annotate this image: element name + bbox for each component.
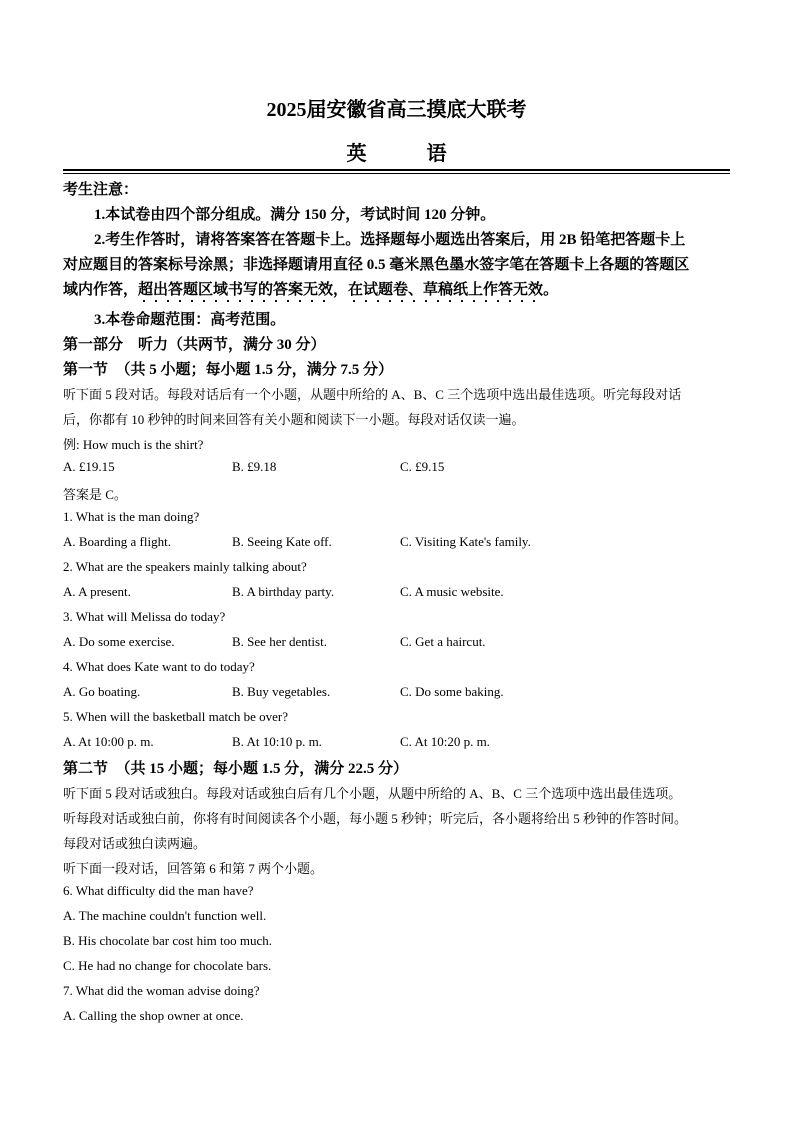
question-6: 6. What difficulty did the man have? <box>63 883 254 898</box>
question-7: 7. What did the woman advise doing? <box>63 983 260 998</box>
notice-item-1: 1.本试卷由四个部分组成。满分 150 分，考试时间 120 分钟。 <box>94 207 496 223</box>
question-5: 5. When will the basketball match be over? <box>63 709 289 724</box>
option-b: B. Seeing Kate off. <box>232 534 332 549</box>
question-3: 3. What will Melissa do today? <box>63 609 226 624</box>
option-a: A. At 10:00 p. m. <box>63 734 154 749</box>
header-rule-thin <box>63 173 730 174</box>
question-1: 1. What is the man doing? <box>63 509 200 524</box>
notice-item-2-line-2: 对应题目的答案标号涂黑；非选择题请用直径 0.5 毫米黑色墨水签字笔在答题卡上各题的答题区 <box>63 257 690 273</box>
section2-instructions-line-2: 听每段对话或独白前，你将有时间阅读各个小题，每小题 5 秒钟；听完后，各小题将给出 5 秒钟的作答时间。 <box>63 811 688 826</box>
subject-title: 英 语 <box>346 143 467 165</box>
group-intro: 听下面一段对话，回答第 6 和第 7 两个小题。 <box>63 861 324 876</box>
emphasis-dotted-text: 超出答题区域书写的答案无效 <box>138 282 333 303</box>
notice-item-2-line-1: 2.考生作答时，请将答案答在答题卡上。选择题每小题选出答案后，用 2B 铅笔把答题卡上 <box>94 232 686 248</box>
emphasis-dotted-text: 在试题卷、草稿纸上作答无效 <box>348 282 543 303</box>
notice-item-3: 3.本卷命题范围：高考范围。 <box>94 312 286 328</box>
section1-instructions-line-2: 后，你都有 10 秒钟的时间来回答有关小题和阅读下一小题。每段对话仅读一遍。 <box>63 412 525 427</box>
option-b: B. £9.18 <box>232 459 277 474</box>
question-2: 2. What are the speakers mainly talking about? <box>63 559 307 574</box>
option-b: B. Buy vegetables. <box>232 684 331 699</box>
question-7-option-a: A. Calling the shop owner at once. <box>63 1008 244 1023</box>
question-6-option-b: B. His chocolate bar cost him too much. <box>63 933 273 948</box>
question-4: 4. What does Kate want to do today? <box>63 659 255 674</box>
section1-heading: 第一节 （共 5 小题；每小题 1.5 分，满分 7.5 分） <box>63 362 394 378</box>
option-a: A. Do some exercise. <box>63 634 175 649</box>
option-a: A. £19.15 <box>63 459 115 474</box>
option-a: A. Boarding a flight. <box>63 534 171 549</box>
notice-item-2-text-c: ， <box>333 282 349 298</box>
notice-item-2-line-3 <box>63 278 558 299</box>
question-6-option-a: A. The machine couldn't function well. <box>63 908 267 923</box>
header-rule-thick <box>63 169 730 171</box>
notice-heading: 考生注意： <box>63 182 139 198</box>
part1-heading: 第一部分 听力（共两节，满分 30 分） <box>63 337 326 353</box>
section1-instructions-line-1: 听下面 5 段对话。每段对话后有一个小题，从题中所给的 A、B、C 三个选项中选出最佳选项。听完每段对话 <box>63 387 682 402</box>
option-b: B. At 10:10 p. m. <box>232 734 322 749</box>
example-question: 例: How much is the shirt? <box>63 437 204 452</box>
option-c: C. Visiting Kate's family. <box>400 534 531 549</box>
option-b: B. A birthday party. <box>232 584 335 599</box>
option-c: C. Get a haircut. <box>400 634 486 649</box>
section2-instructions-line-3: 每段对话或独白读两遍。 <box>63 836 207 851</box>
option-b: B. See her dentist. <box>232 634 327 649</box>
question-6-option-c: C. He had no change for chocolate bars. <box>63 958 272 973</box>
example-answer: 答案是 C。 <box>63 487 127 502</box>
section2-instructions-line-1: 听下面 5 段对话或独白。每段对话或独白后有几个小题，从题中所给的 A、B、C 三个选项中选出最佳选项。 <box>63 786 682 801</box>
option-c: C. Do some baking. <box>400 684 504 699</box>
option-a: A. Go boating. <box>63 684 141 699</box>
option-c: C. A music website. <box>400 584 504 599</box>
notice-item-2-text-e: 。 <box>543 282 559 298</box>
notice-item-2-text-a: 域内作答， <box>63 282 139 298</box>
section2-heading: 第二节 （共 15 小题；每小题 1.5 分，满分 22.5 分） <box>63 761 409 777</box>
option-c: C. £9.15 <box>400 459 445 474</box>
option-c: C. At 10:20 p. m. <box>400 734 490 749</box>
exam-title: 2025届安徽省高三摸底大联考 <box>266 99 527 121</box>
option-a: A. A present. <box>63 584 131 599</box>
